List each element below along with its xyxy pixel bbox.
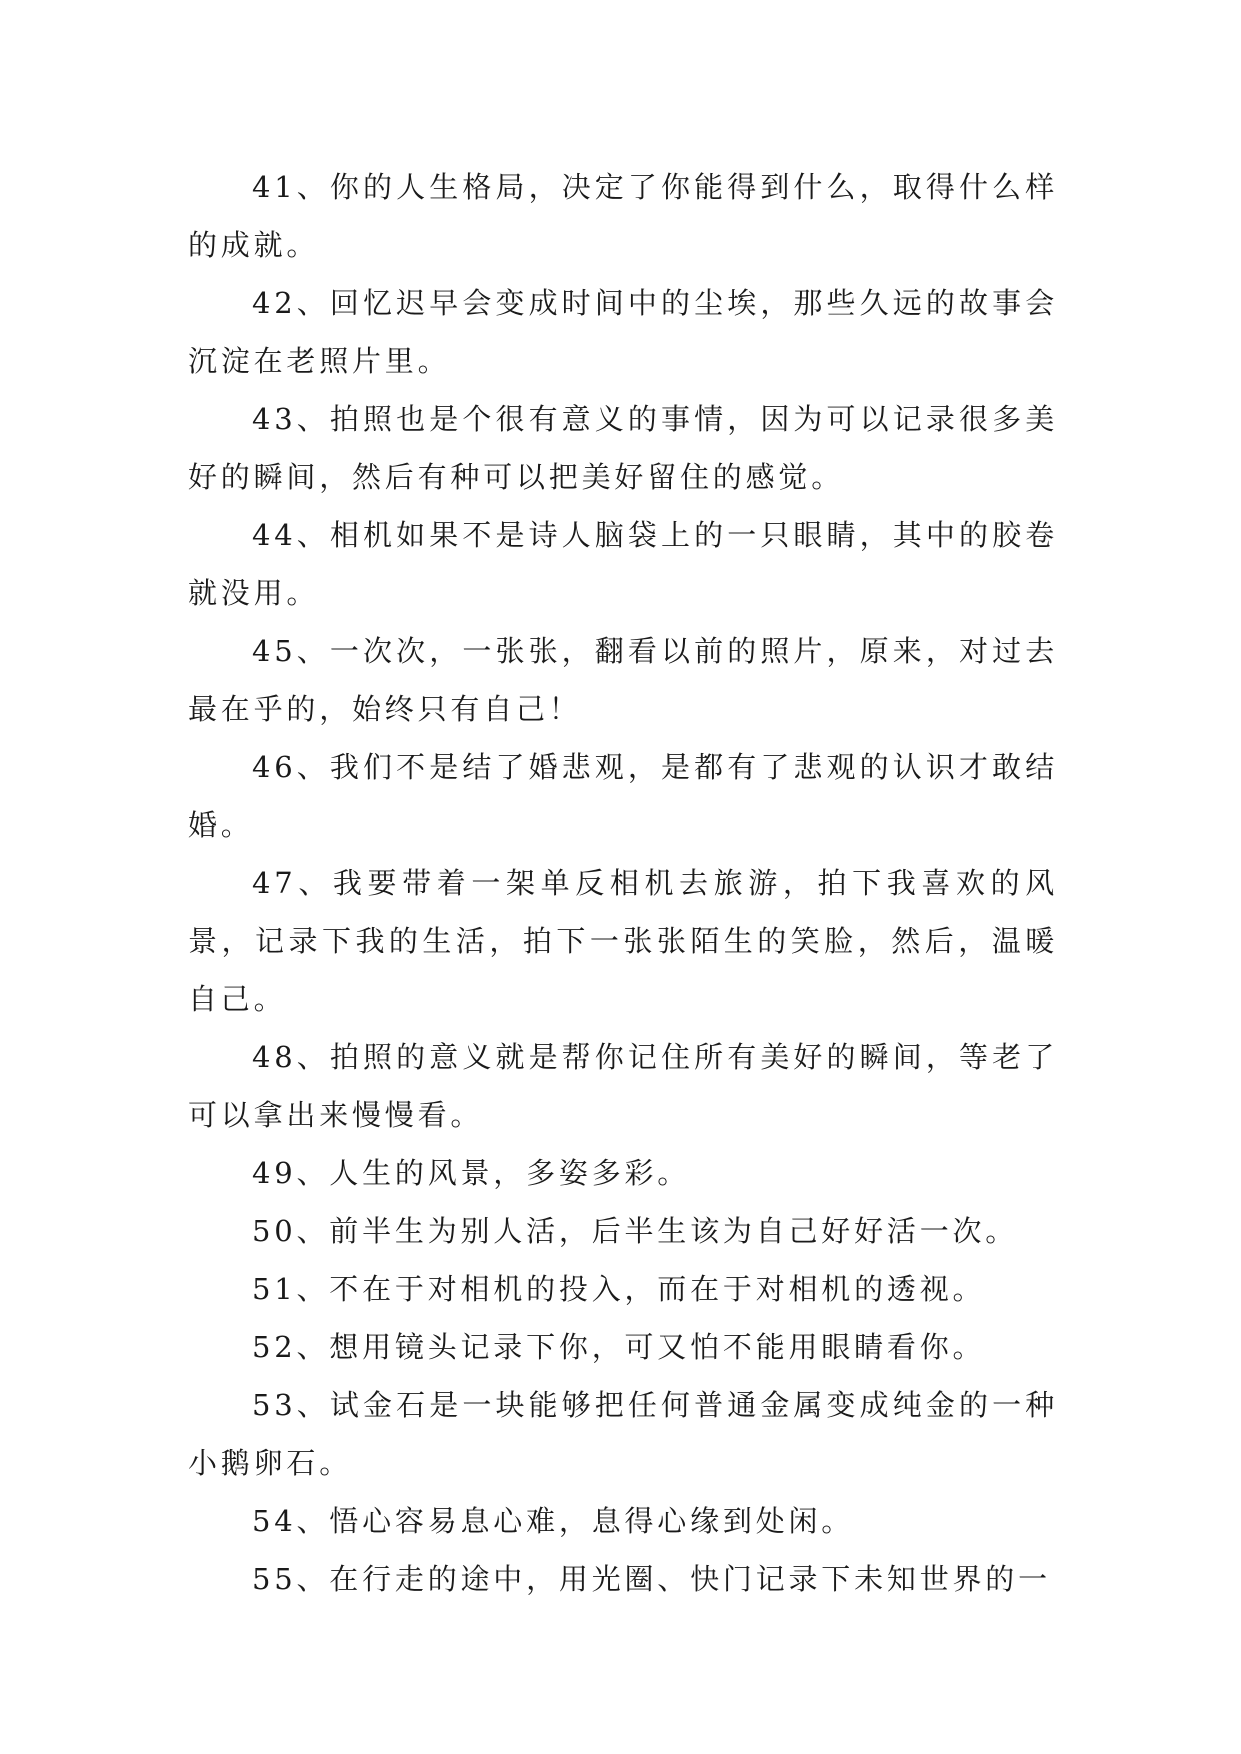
paragraph-42: 42、回忆迟早会变成时间中的尘埃，那些久远的故事会沉淀在老照片里。: [188, 286, 1058, 378]
paragraph-47: 47、我要带着一架单反相机去旅游，拍下我喜欢的风景，记录下我的生活，拍下一张张陌生的笑脸，然后，温暖自己。: [188, 866, 1058, 1016]
paragraph-50: 50、前半生为别人活，后半生该为自己好好活一次。: [252, 1214, 1019, 1248]
paragraph-45: 45、一次次，一张张，翻看以前的照片，原来，对过去最在乎的，始终只有自己！: [188, 634, 1058, 726]
paragraph-48: 48、拍照的意义就是帮你记住所有美好的瞬间，等老了可以拿出来慢慢看。: [188, 1040, 1058, 1132]
paragraph-49: 49、人生的风景，多姿多彩。: [252, 1156, 691, 1190]
document-body: [188, 158, 1058, 1608]
paragraph-46: 46、我们不是结了婚悲观，是都有了悲观的认识才敢结婚。: [188, 750, 1058, 842]
paragraph-52: 52、想用镜头记录下你，可又怕不能用眼睛看你。: [252, 1330, 986, 1364]
paragraph-51: 51、不在于对相机的投入，而在于对相机的透视。: [252, 1272, 986, 1306]
paragraph-55: 55、在行走的途中，用光圈、快门记录下未知世界的一: [252, 1562, 1051, 1596]
paragraph-43: 43、拍照也是个很有意义的事情，因为可以记录很多美好的瞬间，然后有种可以把美好留住的感觉。: [188, 402, 1058, 494]
paragraph-53: 53、试金石是一块能够把任何普通金属变成纯金的一种小鹅卵石。: [188, 1388, 1058, 1480]
paragraph-54: 54、悟心容易息心难，息得心缘到处闲。: [252, 1504, 855, 1538]
paragraph-44: 44、相机如果不是诗人脑袋上的一只眼睛，其中的胶卷就没用。: [188, 518, 1058, 610]
paragraph-41: 41、你的人生格局，决定了你能得到什么，取得什么样的成就。: [188, 170, 1058, 262]
